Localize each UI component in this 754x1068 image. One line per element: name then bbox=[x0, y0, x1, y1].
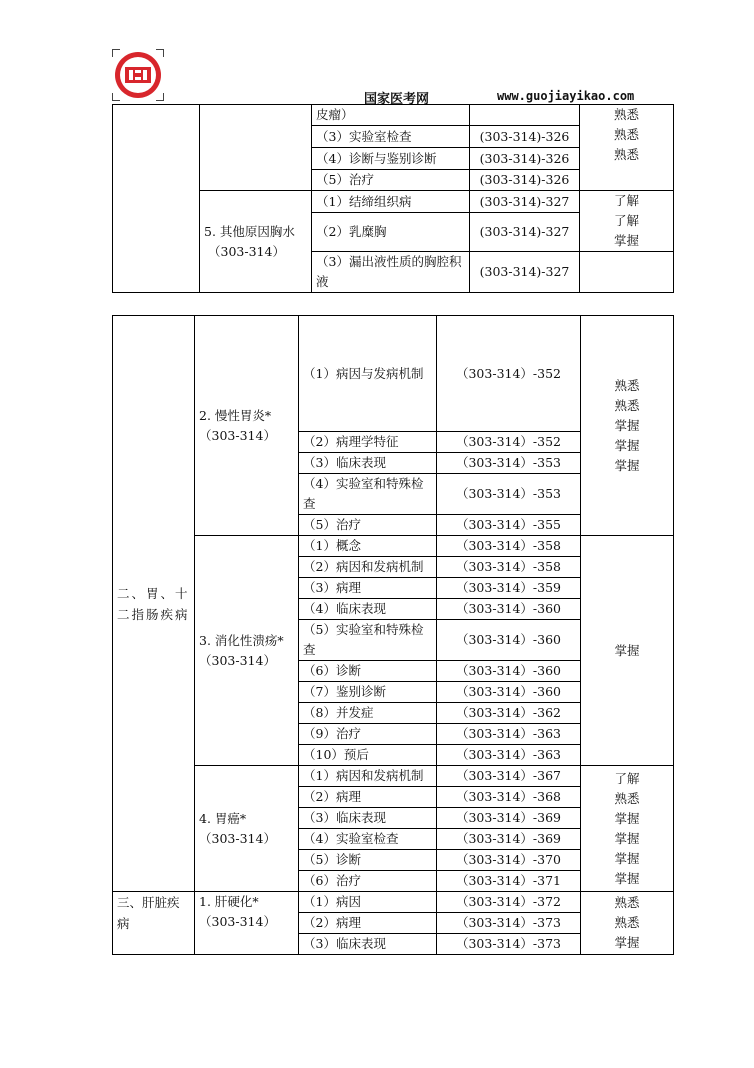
item-cell: （2）病理 bbox=[299, 787, 437, 808]
item-cell: （1）病因 bbox=[299, 892, 437, 913]
page-cell: （303-314）-360 bbox=[437, 682, 581, 703]
level-cell-empty bbox=[580, 252, 674, 293]
page-cell: (303-314)-327 bbox=[470, 191, 580, 213]
page-cell: （303-314）-368 bbox=[437, 787, 581, 808]
item-cell: （4）诊断与鉴别诊断 bbox=[312, 148, 470, 170]
item-cell: （4）实验室检查 bbox=[299, 829, 437, 850]
item-cell: （3）实验室检查 bbox=[312, 126, 470, 148]
item-cell: （3）病理 bbox=[299, 578, 437, 599]
site-logo bbox=[112, 49, 164, 101]
section-cell: 三、肝脏疾病 bbox=[113, 892, 195, 955]
page-cell: （303-314）-360 bbox=[437, 599, 581, 620]
item-cell: （2）乳糜胸 bbox=[312, 213, 470, 252]
page-cell: (303-314)-326 bbox=[470, 148, 580, 170]
item-cell: （3）临床表现 bbox=[299, 808, 437, 829]
unit-cell: 1. 肝硬化* （303-314） bbox=[195, 892, 299, 955]
item-cell: 皮瘤） bbox=[312, 105, 470, 126]
page-cell: （303-314）-363 bbox=[437, 745, 581, 766]
page-cell: （303-314）-370 bbox=[437, 850, 581, 871]
site-url[interactable]: www.guojiayikao.com bbox=[497, 89, 635, 103]
page-cell: （303-314）-362 bbox=[437, 703, 581, 724]
level-cell: 熟悉 熟悉 掌握 bbox=[581, 892, 674, 955]
unit-cell: 2. 慢性胃炎* （303-314） bbox=[195, 316, 299, 536]
item-cell: （3）临床表现 bbox=[299, 453, 437, 474]
item-cell: （1）病因与发病机制 bbox=[299, 316, 437, 432]
level-cell: 熟悉 熟悉 掌握 掌握 掌握 bbox=[581, 316, 674, 536]
page-cell: （303-314）-353 bbox=[437, 474, 581, 515]
section-cell: 二、胃、十二指肠疾病 bbox=[113, 316, 195, 892]
unit-cell: 3. 消化性溃疡* （303-314） bbox=[195, 536, 299, 766]
item-cell: （3）临床表现 bbox=[299, 934, 437, 955]
page-cell: （303-314）-373 bbox=[437, 913, 581, 934]
page-cell: （303-314）-360 bbox=[437, 661, 581, 682]
page-cell: （303-314）-369 bbox=[437, 808, 581, 829]
level-cell: 掌握 bbox=[581, 536, 674, 766]
level-cell: 熟悉 熟悉 熟悉 bbox=[580, 105, 674, 191]
item-cell: （5）实验室和特殊检查 bbox=[299, 620, 437, 661]
syllabus-table-continued bbox=[112, 104, 674, 293]
item-cell: （4）实验室和特殊检查 bbox=[299, 474, 437, 515]
page-cell: （303-314）-363 bbox=[437, 724, 581, 745]
site-name: 国家医考网 bbox=[364, 92, 430, 107]
item-cell: （4）临床表现 bbox=[299, 599, 437, 620]
item-cell: （10）预后 bbox=[299, 745, 437, 766]
item-cell: （9）治疗 bbox=[299, 724, 437, 745]
item-cell: （3）漏出液性质的胸腔积液 bbox=[312, 252, 470, 293]
page-cell: (303-314)-326 bbox=[470, 126, 580, 148]
item-cell: （2）病理学特征 bbox=[299, 432, 437, 453]
level-cell: 了解 了解 掌握 bbox=[580, 191, 674, 252]
item-cell: （2）病理 bbox=[299, 913, 437, 934]
unit-cell-empty bbox=[200, 105, 312, 191]
item-cell: （6）诊断 bbox=[299, 661, 437, 682]
page-cell: （303-314）-372 bbox=[437, 892, 581, 913]
page-cell: （303-314）-371 bbox=[437, 871, 581, 892]
syllabus-table bbox=[112, 315, 674, 955]
page-cell: （303-314）-353 bbox=[437, 453, 581, 474]
page-cell: （303-314）-358 bbox=[437, 557, 581, 578]
item-cell: （7）鉴别诊断 bbox=[299, 682, 437, 703]
page-cell: （303-314）-352 bbox=[437, 316, 581, 432]
unit-cell: 4. 胃癌* （303-314） bbox=[195, 766, 299, 892]
page-cell: （303-314）-367 bbox=[437, 766, 581, 787]
item-cell: （8）并发症 bbox=[299, 703, 437, 724]
item-cell: （5）治疗 bbox=[299, 515, 437, 536]
unit-cell: 5. 其他原因胸水 （303-314） bbox=[200, 191, 312, 293]
page-cell: (303-314)-327 bbox=[470, 213, 580, 252]
page-cell: （303-314）-373 bbox=[437, 934, 581, 955]
page-cell: （303-314）-359 bbox=[437, 578, 581, 599]
page-cell: （303-314）-352 bbox=[437, 432, 581, 453]
item-cell: （1）病因和发病机制 bbox=[299, 766, 437, 787]
level-cell: 了解 熟悉 掌握 掌握 掌握 掌握 bbox=[581, 766, 674, 892]
page-cell: （303-314）-360 bbox=[437, 620, 581, 661]
page-cell bbox=[470, 105, 580, 126]
section-cell-empty bbox=[113, 105, 200, 293]
page-cell: （303-314）-358 bbox=[437, 536, 581, 557]
item-cell: （1）结缔组织病 bbox=[312, 191, 470, 213]
page-cell: （303-314）-369 bbox=[437, 829, 581, 850]
item-cell: （6）治疗 bbox=[299, 871, 437, 892]
page-cell: (303-314)-326 bbox=[470, 170, 580, 191]
item-cell: （2）病因和发病机制 bbox=[299, 557, 437, 578]
page-cell: (303-314)-327 bbox=[470, 252, 580, 293]
item-cell: （5）治疗 bbox=[312, 170, 470, 191]
item-cell: （1）概念 bbox=[299, 536, 437, 557]
item-cell: （5）诊断 bbox=[299, 850, 437, 871]
page-cell: （303-314）-355 bbox=[437, 515, 581, 536]
